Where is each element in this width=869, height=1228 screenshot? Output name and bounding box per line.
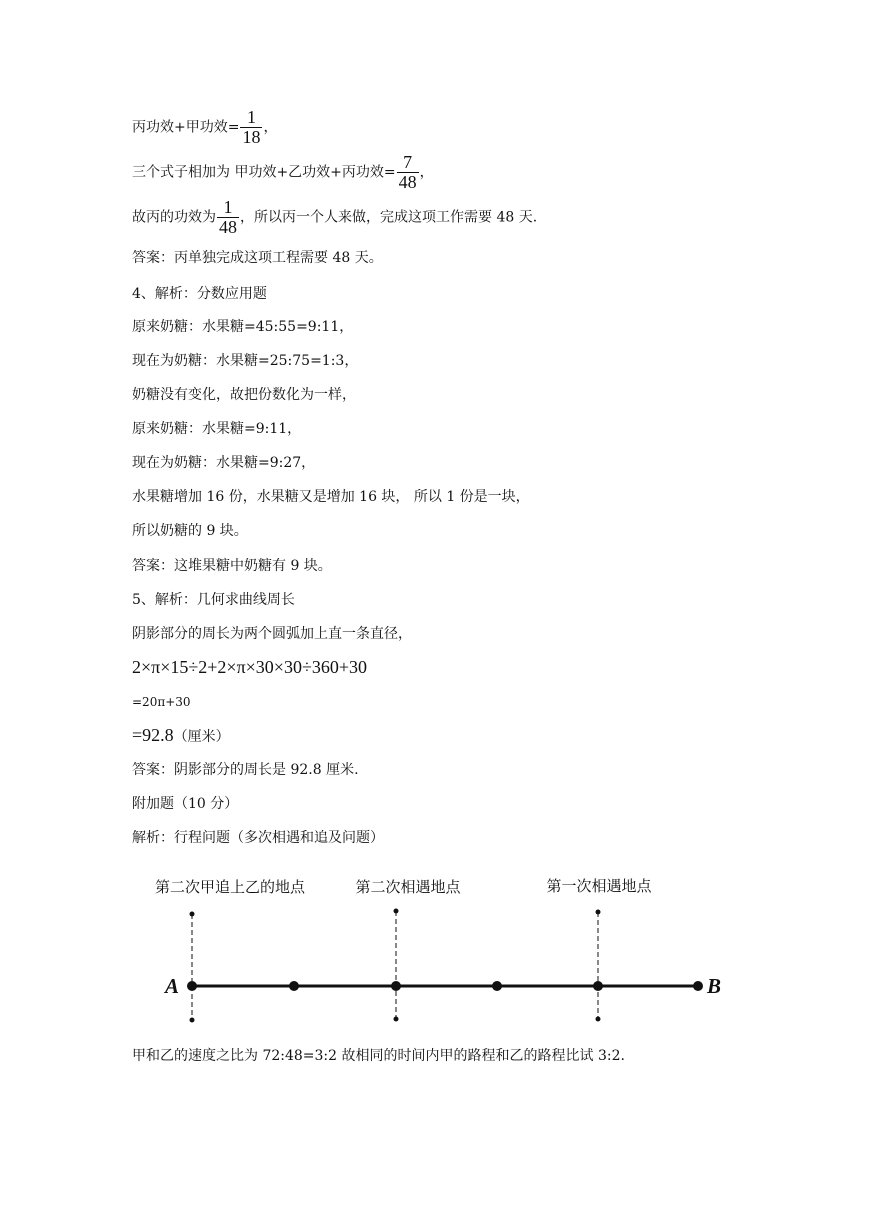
label-first-meeting: 第一次相遇地点	[546, 877, 652, 895]
road-point	[187, 981, 197, 991]
numerator: 1	[240, 108, 262, 128]
line-9: 原来奶糖：水果糖=9:11，	[132, 421, 302, 437]
result-unit: （厘米）	[173, 729, 230, 745]
road-point	[391, 981, 401, 991]
marker-dot	[596, 1017, 601, 1022]
line-10: 现在为奶糖：水果糖=9:27，	[132, 455, 316, 471]
result-value: =92.8	[132, 725, 174, 745]
road-point	[693, 981, 703, 991]
point-b-label: B	[707, 974, 722, 998]
line-11: 水果糖增加 16 份，水果糖又是增加 16 块， 所以 1 份是一块，	[132, 489, 530, 505]
numerator: 1	[217, 198, 239, 218]
formula-step: =20π+30	[132, 695, 191, 709]
marker-dot	[394, 909, 399, 914]
answer-5: 答案：阴影部分的周长是 92.8 厘米.	[132, 762, 359, 778]
text: ，	[263, 119, 278, 136]
formula: 2×π×15÷2+2×π×30×30÷360+30	[132, 657, 367, 677]
bonus-title: 附加题（10 分）	[132, 796, 239, 812]
point-a-label: A	[165, 974, 180, 998]
marker-dot	[190, 1018, 195, 1023]
marker-dot	[394, 1017, 399, 1022]
speed-ratio-line: 甲和乙的速度之比为 72:48=3:2 故相同的时间内甲的路程和乙的路程比试 3:2.	[132, 1048, 625, 1064]
road-point	[289, 981, 299, 991]
formula-result	[132, 725, 230, 747]
answer-4: 答案：这堆果糖中奶糖有 9 块。	[132, 558, 332, 574]
fraction	[397, 153, 419, 192]
travel-diagram	[0, 860, 869, 1040]
label-second-meeting: 第二次相遇地点	[355, 878, 461, 896]
text: ，	[419, 164, 434, 181]
answer-3: 答案：丙单独完成这项工程需要 48 天。	[132, 250, 383, 266]
line-7: 现在为奶糖：水果糖=25:75=1:3，	[132, 353, 359, 369]
line-3	[132, 198, 537, 237]
line-6: 原来奶糖：水果糖=45:55=9:11，	[132, 319, 354, 335]
denominator: 48	[219, 217, 237, 237]
numerator: 7	[397, 153, 419, 173]
road-point	[492, 981, 502, 991]
line-8: 奶糖没有变化，故把份数化为一样，	[132, 387, 356, 403]
label-second-catch-up: 第二次甲追上乙的地点	[154, 878, 306, 896]
road-point	[593, 981, 603, 991]
text: 丙功效+甲功效=	[132, 119, 240, 136]
marker-dot	[190, 912, 195, 917]
denominator: 18	[242, 127, 261, 147]
line-15: 阴影部分的周长为两个圆弧加上直一条直径，	[132, 626, 412, 642]
fraction	[240, 108, 262, 147]
section-4-title: 4、解析：分数应用题	[132, 286, 267, 302]
section-5-title: 5、解析：几何求曲线周长	[132, 592, 295, 608]
text: 故丙的功效为	[132, 209, 216, 226]
denominator: 48	[398, 172, 417, 192]
text: 三个式子相加为 甲功效+乙功效+丙功效=	[132, 164, 396, 181]
bonus-analysis: 解析：行程问题（多次相遇和追及问题）	[132, 830, 384, 846]
line-12: 所以奶糖的 9 块。	[132, 523, 248, 539]
text: ，所以丙一个人来做，完成这项工作需要 48 天.	[240, 209, 538, 226]
line-2	[132, 153, 434, 192]
fraction	[217, 198, 239, 237]
line-1	[132, 108, 277, 147]
marker-dot	[596, 910, 601, 915]
